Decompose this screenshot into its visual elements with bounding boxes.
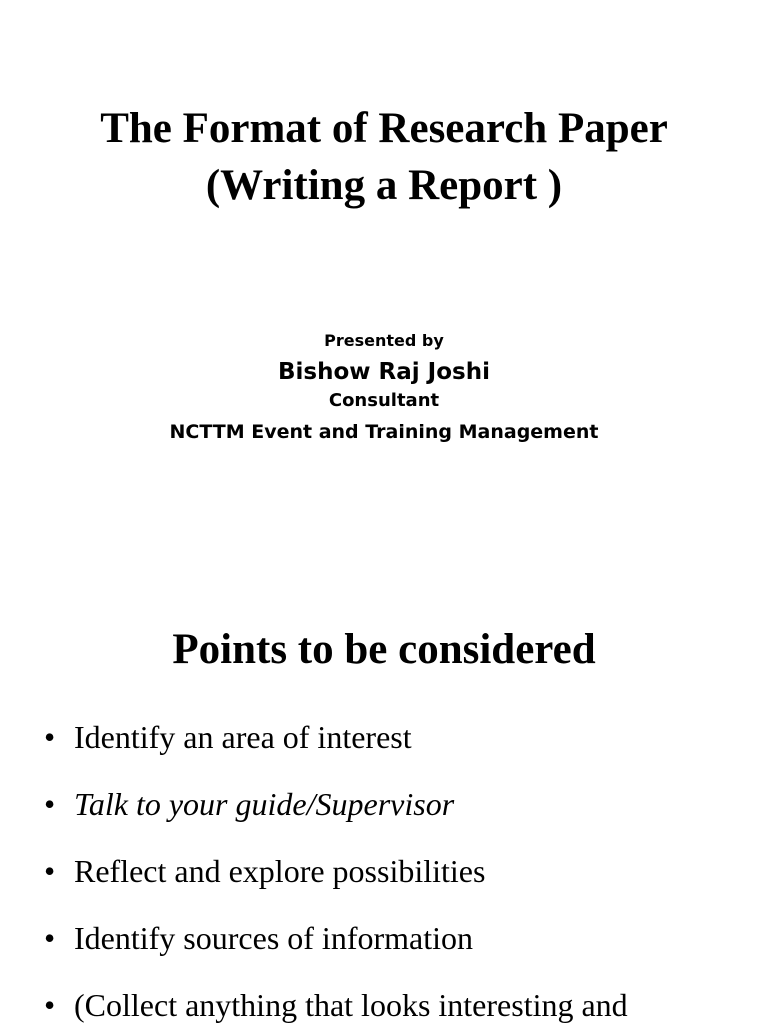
bullet-item xyxy=(0,779,768,829)
bullet-dot-icon: • xyxy=(44,920,56,956)
presenter-role: Consultant xyxy=(328,390,440,411)
bullet-item xyxy=(0,846,768,896)
section-heading: Points to be considered xyxy=(172,626,596,673)
bullet-text: Identify an area of interest xyxy=(74,719,412,755)
bullet-list xyxy=(0,712,768,1024)
bullet-item xyxy=(0,980,768,1024)
bullet-text: Identify sources of information xyxy=(74,920,473,956)
bullet-item xyxy=(0,913,768,963)
bullet-text: Reflect and explore possibilities xyxy=(74,853,486,889)
presenter-block xyxy=(0,330,768,445)
presented-by-label: Presented by xyxy=(324,331,444,350)
bullet-item xyxy=(0,712,768,762)
presenter-name: Bishow Raj Joshi xyxy=(278,359,490,385)
presenter-organization: NCTTM Event and Training Management xyxy=(169,421,599,443)
slide-title xyxy=(0,100,768,214)
bullet-dot-icon: • xyxy=(44,987,56,1023)
bullet-dot-icon: • xyxy=(44,786,56,822)
bullet-text: Talk to your guide/Supervisor xyxy=(74,786,455,822)
bullet-text: (Collect anything that looks interesting and xyxy=(74,987,628,1023)
slide-title-line-1: The Format of Research Paper xyxy=(100,105,668,152)
bullet-dot-icon: • xyxy=(44,719,56,755)
slide-title-line-2: (Writing a Report ) xyxy=(205,162,563,209)
bullet-dot-icon: • xyxy=(44,853,56,889)
